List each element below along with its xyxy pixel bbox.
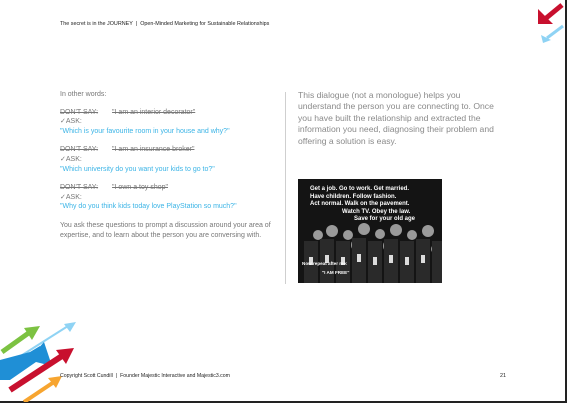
- ask-label: ✓ASK:: [60, 193, 82, 201]
- light-blue-arrow-icon: [541, 26, 563, 43]
- dont-say-label: DON'T SAY:: [60, 146, 99, 154]
- poster-line: Watch TV. Obey the law.: [342, 208, 411, 215]
- dont-say-text: "I am an interior decorator": [112, 108, 196, 116]
- poster-line: Have children. Follow fashion.: [310, 193, 397, 200]
- closing-paragraph: You ask these questions to prompt a discussion around your area of expertise, and to learn about the person you are conversing with.: [60, 221, 271, 239]
- dont-say-text: "I am an insurance broker": [112, 146, 195, 154]
- poster-bottom-line-2: "I AM FREE": [322, 270, 350, 275]
- header-title-left: The secret is in the JOURNEY: [60, 21, 133, 27]
- right-paragraph: This dialogue (not a monologue) helps you understand the person you are connecting to. Once you have built the relationship and extracted the information you need, diagnosing their problem and offering a solution is easy.: [298, 90, 494, 146]
- dont-say-line: [60, 145, 280, 155]
- ask-label: ✓ASK:: [60, 155, 82, 163]
- poster-line: Get a job. Go to work. Get married.: [310, 186, 410, 192]
- footer-copyright: Copyright Scott Cundill: [60, 373, 113, 379]
- poster-bottom-line-1: Now repeat after me:: [302, 261, 348, 266]
- poster-text: [298, 186, 442, 224]
- example-block-3: [60, 183, 280, 212]
- dont-say-text: "I own a toy shop": [112, 184, 168, 192]
- ask-question: "Why do you think kids today love PlayStation so much?": [60, 203, 237, 211]
- poster-line: Save for your old age: [354, 216, 416, 223]
- footer-credit: Founder Majestic Interactive and Majestic3.com: [120, 373, 230, 379]
- left-column: [60, 90, 280, 240]
- ask-label: ✓ASK:: [60, 118, 82, 126]
- intro-text: In other words:: [60, 91, 107, 98]
- example-block-2: [60, 145, 280, 174]
- red-arrow-icon: [538, 5, 562, 24]
- example-block-1: [60, 108, 280, 137]
- poster-image: [298, 179, 442, 283]
- decorative-arrows-top-right: [525, 0, 565, 55]
- header-separator: |: [135, 21, 138, 27]
- footer-separator: |: [115, 373, 118, 379]
- dont-say-line: [60, 183, 280, 193]
- page-number: 21: [500, 373, 506, 379]
- poster-line: Act normal. Walk on the pavement.: [310, 201, 410, 208]
- ask-question: "Which is your favourite room in your house and why?": [60, 127, 230, 135]
- dont-say-label: DON'T SAY:: [60, 108, 99, 116]
- header-title-right: Open-Minded Marketing for Sustainable Relationships: [140, 21, 270, 27]
- decorative-arrows-bottom-left: [0, 322, 90, 407]
- dont-say-label: DON'T SAY:: [60, 184, 99, 192]
- column-divider: [285, 92, 286, 284]
- dont-say-line: [60, 108, 280, 118]
- ask-question: "Which university do you want your kids to go to?": [60, 165, 215, 173]
- page-footer: [60, 373, 230, 379]
- page-header: [60, 21, 269, 27]
